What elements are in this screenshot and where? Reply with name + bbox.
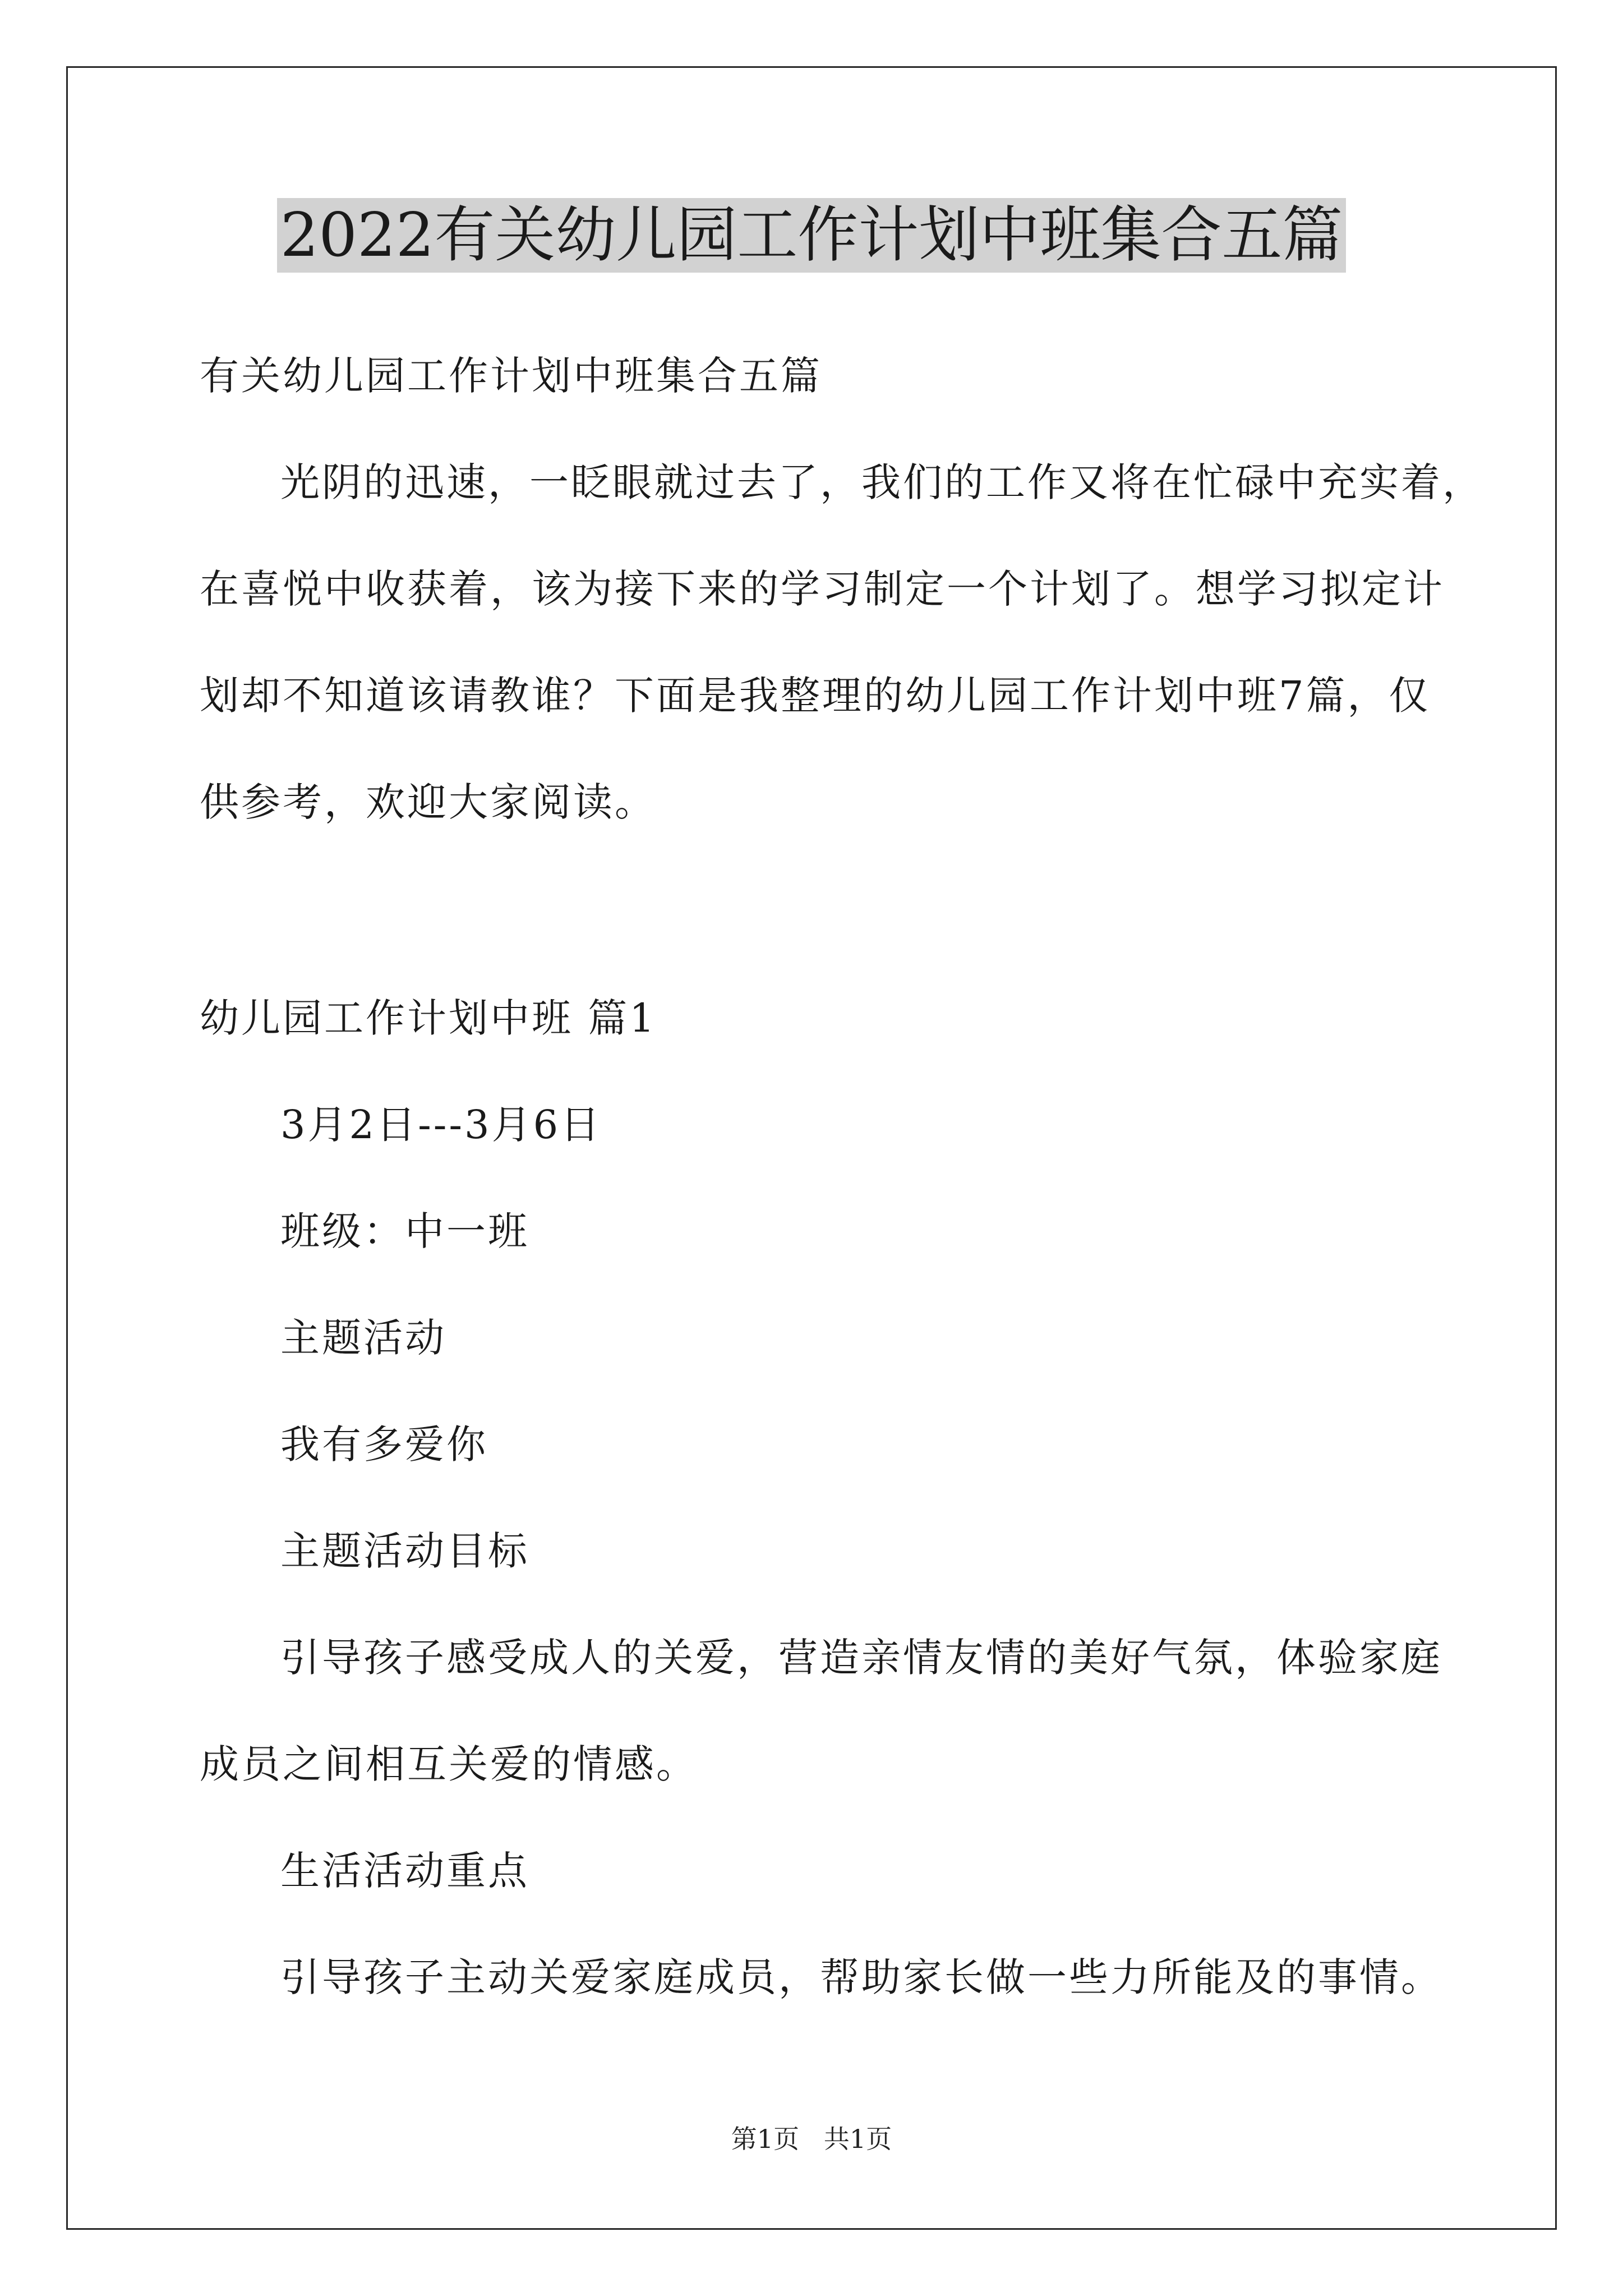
page-number: 第1页 共1页 — [731, 2124, 892, 2154]
document-title — [0, 199, 1623, 272]
theme-text: 我有多爱你 — [280, 1421, 488, 1467]
intro-line-4: 供参考，欢迎大家阅读。 — [200, 779, 656, 825]
document-subtitle: 有关幼儿园工作计划中班集合五篇 — [200, 353, 822, 399]
section-heading: 幼儿园工作计划中班 篇1 — [200, 995, 657, 1041]
page-footer — [0, 2122, 1623, 2156]
goal-line-1: 引导孩子感受成人的关爱，营造亲情友情的美好气氛，体验家庭 — [280, 1635, 1442, 1681]
class-info: 班级：中一班 — [280, 1208, 529, 1254]
theme-label: 主题活动 — [280, 1315, 446, 1361]
life-text: 引导孩子主动关爱家庭成员，帮助家长做一些力所能及的事情。 — [280, 1954, 1442, 2000]
intro-line-3: 划却不知道该请教谁？下面是我整理的幼儿园工作计划中班7篇，仅 — [200, 673, 1431, 719]
intro-line-1: 光阴的迅速，一眨眼就过去了，我们的工作又将在忙碌中充实着， — [280, 459, 1484, 505]
document-title-text: 2022有关幼儿园工作计划中班集合五篇 — [277, 198, 1347, 273]
life-label: 生活活动重点 — [280, 1848, 529, 1894]
date-range: 3月2日---3月6日 — [280, 1102, 602, 1148]
intro-line-2: 在喜悦中收获着，该为接下来的学习制定一个计划了。想学习拟定计 — [200, 566, 1445, 612]
goal-label: 主题活动目标 — [280, 1528, 529, 1574]
goal-line-2: 成员之间相互关爱的情感。 — [200, 1741, 698, 1787]
